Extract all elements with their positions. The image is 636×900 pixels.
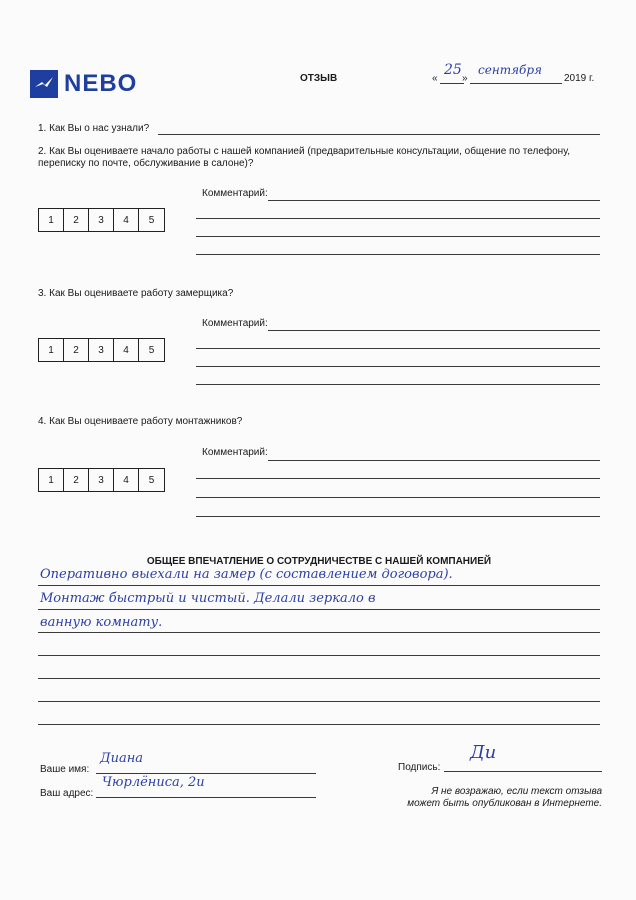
- rating-option[interactable]: 2: [64, 469, 89, 491]
- question-2-label-line1: 2. Как Вы оцениваете начало работы с нашей компанией (предварительные консультации, общение по телефону,: [38, 146, 570, 157]
- date-day: 25: [444, 62, 462, 78]
- date-close-quote: »: [462, 73, 468, 84]
- form-title: ОТЗЫВ: [300, 73, 338, 84]
- overall-answer-line-1: Оперативно выехали на замер (с составлением договора).: [40, 567, 453, 582]
- rating-option[interactable]: 5: [148, 474, 155, 486]
- rating-option[interactable]: 3: [89, 469, 114, 491]
- question-2-rating-scale[interactable]: [38, 208, 165, 232]
- question-2-label-line2: переписку по почте, обслуживание в салоне)?: [38, 158, 254, 169]
- rating-option[interactable]: 5: [148, 214, 155, 226]
- bird-icon: [30, 70, 58, 98]
- question-1-answer-line[interactable]: [158, 134, 600, 135]
- consent-line-2: может быть опубликован в Интернете.: [407, 798, 602, 809]
- rating-option[interactable]: 4: [114, 469, 139, 491]
- brand-logo: [30, 70, 137, 98]
- overall-heading: ОБЩЕЕ ВПЕЧАТЛЕНИЕ О СОТРУДНИЧЕСТВЕ С НАШЕЙ КОМПАНИЕЙ: [146, 556, 492, 567]
- consent-line-1: Я не возражаю, если текст отзыва: [431, 786, 602, 797]
- rating-option[interactable]: 5: [148, 344, 155, 356]
- name-label: Ваше имя:: [40, 764, 90, 775]
- question-3-rating-scale[interactable]: [38, 338, 165, 362]
- name-field-line[interactable]: [96, 773, 316, 774]
- overall-answer-line-3: ванную комнату.: [40, 615, 163, 630]
- overall-answer-line-2: Монтаж быстрый и чистый. Делали зеркало в: [40, 591, 376, 606]
- rating-option[interactable]: 1: [39, 209, 64, 231]
- rating-option[interactable]: 1: [39, 339, 64, 361]
- signature-value: Ди: [470, 742, 497, 763]
- signature-field-line[interactable]: [444, 771, 602, 772]
- question-3-comment-label: Комментарий:: [202, 318, 268, 329]
- rating-option[interactable]: 3: [89, 209, 114, 231]
- question-1-label: 1. Как Вы о нас узнали?: [38, 123, 150, 134]
- signature-label: Подпись:: [398, 762, 441, 773]
- address-field-line[interactable]: [96, 797, 316, 798]
- rating-option[interactable]: 4: [114, 209, 139, 231]
- rating-option[interactable]: 1: [39, 469, 64, 491]
- date-month: сентября: [478, 63, 543, 77]
- brand-name: NEBO: [64, 70, 138, 97]
- question-2-comment-label: Комментарий:: [202, 188, 268, 199]
- question-3-label: 3. Как Вы оцениваете работу замерщика?: [38, 288, 234, 299]
- rating-option[interactable]: 4: [114, 339, 139, 361]
- question-4-label: 4. Как Вы оцениваете работу монтажников?: [38, 416, 243, 427]
- date-open-quote: «: [432, 73, 438, 84]
- question-4-comment-label: Комментарий:: [202, 447, 268, 458]
- rating-option[interactable]: 2: [64, 209, 89, 231]
- name-value: Диана: [100, 751, 144, 766]
- address-label: Ваш адрес:: [40, 788, 94, 799]
- question-4-rating-scale[interactable]: [38, 468, 165, 492]
- rating-option[interactable]: 3: [89, 339, 114, 361]
- address-value: Чюрлёниса, 2и: [102, 775, 205, 790]
- rating-option[interactable]: 2: [64, 339, 89, 361]
- date-year: 2019 г.: [564, 73, 595, 84]
- date-block: [432, 62, 602, 84]
